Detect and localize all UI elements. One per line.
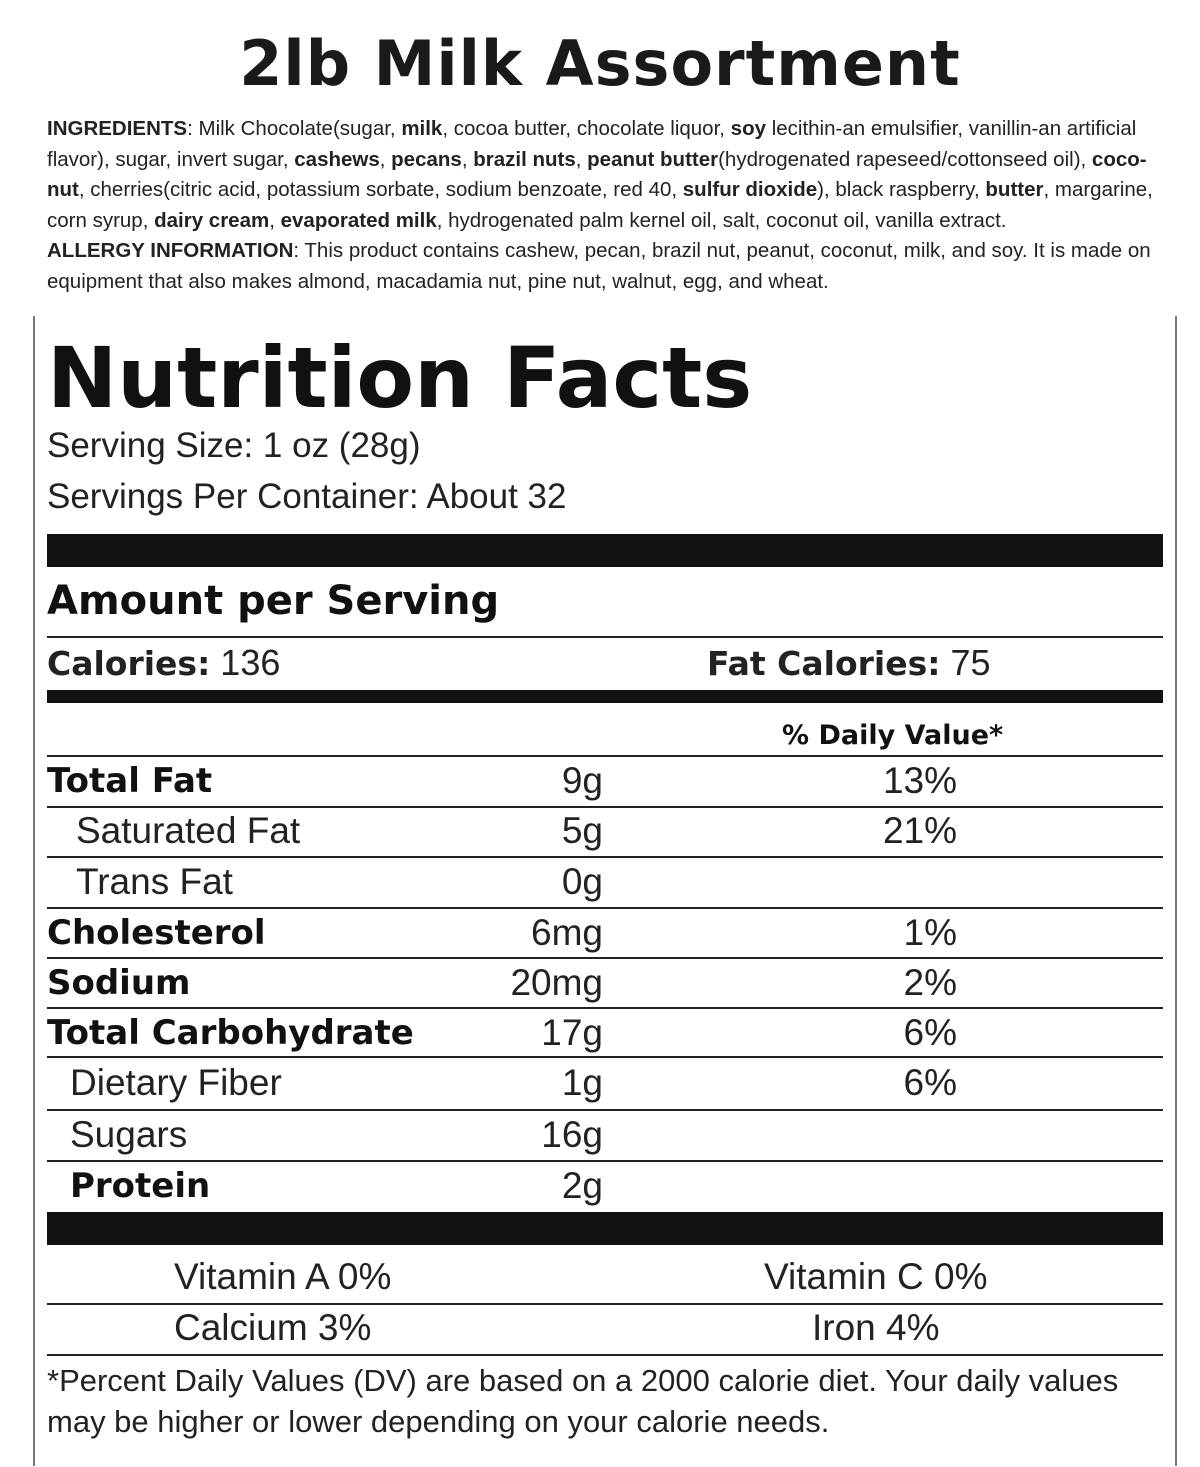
nutrient-amount: 5g <box>561 810 603 851</box>
nutrient-divider <box>47 806 1163 808</box>
nutrient-amount: 9g <box>561 760 603 801</box>
servings-per-container: Servings Per Container: About 32 <box>47 477 567 516</box>
vitamin-a: Vitamin A 0% <box>174 1256 392 1297</box>
nutrient-label: Trans Fat <box>76 861 233 902</box>
nutrient-row-total-carbohydrate <box>47 1009 1163 1057</box>
ingredient-segment: , <box>575 147 588 171</box>
nutrient-daily-value: 21% <box>882 810 957 851</box>
ingredient-segment: peanut butter <box>587 147 719 171</box>
ingredient-segment: cashews <box>294 147 380 171</box>
nutrient-divider <box>47 1056 1163 1058</box>
panel-left-border <box>33 316 35 1466</box>
ingredients-label: INGREDIENTS <box>47 117 188 140</box>
calories-label: Calories: <box>47 644 211 683</box>
allergy-label: ALLERGY INFORMATION <box>47 239 294 262</box>
ingredient-segment: brazil nuts <box>473 147 576 171</box>
rule-calories-top <box>47 636 1163 638</box>
ingredient-segment: lecithin-an emulsifier, vanillin-an artificial flavor), sugar, invert sugar, <box>47 117 1137 171</box>
ingredient-segment: soy <box>730 117 766 140</box>
ingredient-segment: butter <box>985 178 1044 201</box>
nutrient-divider <box>47 1160 1163 1162</box>
amount-per-serving-header: Amount per Serving <box>47 578 500 624</box>
nutrient-daily-value: 6% <box>903 1062 957 1103</box>
fat-calories-label: Fat Calories: <box>707 644 941 683</box>
nutrient-amount: 17g <box>541 1012 603 1053</box>
calories-line <box>47 641 280 686</box>
ingredient-segment: ), black raspberry, <box>817 178 986 201</box>
ingredients-block <box>47 114 1165 297</box>
medium-divider <box>47 690 1163 703</box>
ingredient-segment: , hydrogenated palm kernel oil, salt, coconut oil, vanilla extract. <box>436 208 1007 232</box>
nutrient-amount: 20mg <box>510 962 603 1003</box>
ingredient-segment: , <box>379 147 392 171</box>
ingredient-segment: sulfur dioxide <box>682 178 818 201</box>
allergy-paragraph <box>47 236 1165 297</box>
ingredient-segment: , cherries(citric acid, potassium sorbate, sodium benzoate, red 40, <box>78 178 683 201</box>
ingredient-segment: milk <box>401 117 443 140</box>
ingredient-segment: , cocoa butter, chocolate liquor, <box>442 117 731 140</box>
thick-divider-top <box>47 534 1163 567</box>
nutrient-divider <box>47 1007 1163 1009</box>
nutrient-divider <box>47 856 1163 858</box>
ingredient-segment: , margarine, corn syrup, <box>47 178 1153 232</box>
nutrient-label: Sugars <box>70 1114 188 1155</box>
daily-value-header: % Daily Value* <box>782 720 1004 751</box>
nutrient-row-sodium <box>47 959 1163 1007</box>
nutrient-divider <box>47 957 1163 959</box>
nutrient-amount: 1g <box>561 1062 603 1103</box>
nutrient-label: Cholesterol <box>47 913 266 953</box>
nutrient-row-trans-fat <box>47 858 1163 906</box>
ingredients-paragraph <box>47 114 1165 236</box>
ingredient-segment: , <box>461 147 474 171</box>
nutrient-row-saturated-fat <box>47 807 1163 855</box>
nutrient-row-protein <box>47 1162 1163 1210</box>
iron: Iron 4% <box>812 1307 940 1348</box>
nutrient-daily-value: 2% <box>903 962 957 1003</box>
nutrient-amount: 16g <box>541 1114 603 1155</box>
nutrient-row-total-fat <box>47 757 1163 805</box>
nutrient-label: Dietary Fiber <box>70 1062 282 1103</box>
calcium: Calcium 3% <box>174 1307 372 1348</box>
panel-right-border <box>1175 316 1177 1466</box>
ingredient-segment: pecans <box>391 147 462 171</box>
rule-vitamins <box>47 1303 1163 1305</box>
rule-footnote-top <box>47 1354 1163 1356</box>
nutrient-row-dietary-fiber <box>47 1059 1163 1107</box>
fat-calories-value: 75 <box>950 642 991 683</box>
nutrient-daily-value: 13% <box>882 760 957 801</box>
ingredient-segment: dairy cream <box>154 208 270 232</box>
ingredient-segment: , <box>269 208 281 232</box>
thick-divider-bottom <box>47 1212 1163 1245</box>
serving-size: Serving Size: 1 oz (28g) <box>47 426 421 465</box>
nutrient-daily-value: 6% <box>903 1012 957 1053</box>
ingredient-segment: coco-nut <box>47 147 1147 201</box>
calories-value: 136 <box>220 642 281 683</box>
daily-value-footnote: *Percent Daily Values (DV) are based on a 2000 calorie diet. Your daily values may be higher or lower depending on your calorie needs. <box>47 1363 1119 1439</box>
nutrient-label: Sodium <box>47 963 191 1003</box>
nutrient-label: Total Fat <box>47 761 213 801</box>
nutrient-daily-value: 1% <box>903 912 957 953</box>
nutrient-label: Saturated Fat <box>76 810 301 851</box>
nutrient-row-sugars <box>47 1111 1163 1159</box>
ingredients-text <box>47 117 1153 232</box>
nutrient-label: Protein <box>70 1166 211 1206</box>
ingredient-segment: evaporated milk <box>280 208 437 232</box>
nutrient-divider <box>47 907 1163 909</box>
vitamin-c: Vitamin C 0% <box>764 1256 988 1297</box>
fat-calories-line <box>707 641 990 686</box>
product-title: 2lb Milk Assortment <box>239 27 961 100</box>
nutrient-label: Total Carbohydrate <box>47 1013 414 1053</box>
ingredient-segment: (hydrogenated rapeseed/cottonseed oil), <box>718 147 1092 171</box>
nutrient-amount: 6mg <box>531 912 603 953</box>
nutrient-amount: 2g <box>561 1165 603 1206</box>
allergy-text: : This product contains cashew, pecan, brazil nut, peanut, coconut, milk, and soy. It is made on equipment that also makes almond, macadamia nut, pine nut, walnut, egg, and wheat. <box>47 239 1151 293</box>
nutrient-row-cholesterol <box>47 909 1163 957</box>
nutrient-divider <box>47 1109 1163 1111</box>
ingredient-segment: : Milk Chocolate(sugar, <box>187 117 402 140</box>
nutrition-facts-title: Nutrition Facts <box>47 329 753 427</box>
nutrient-amount: 0g <box>561 861 603 902</box>
